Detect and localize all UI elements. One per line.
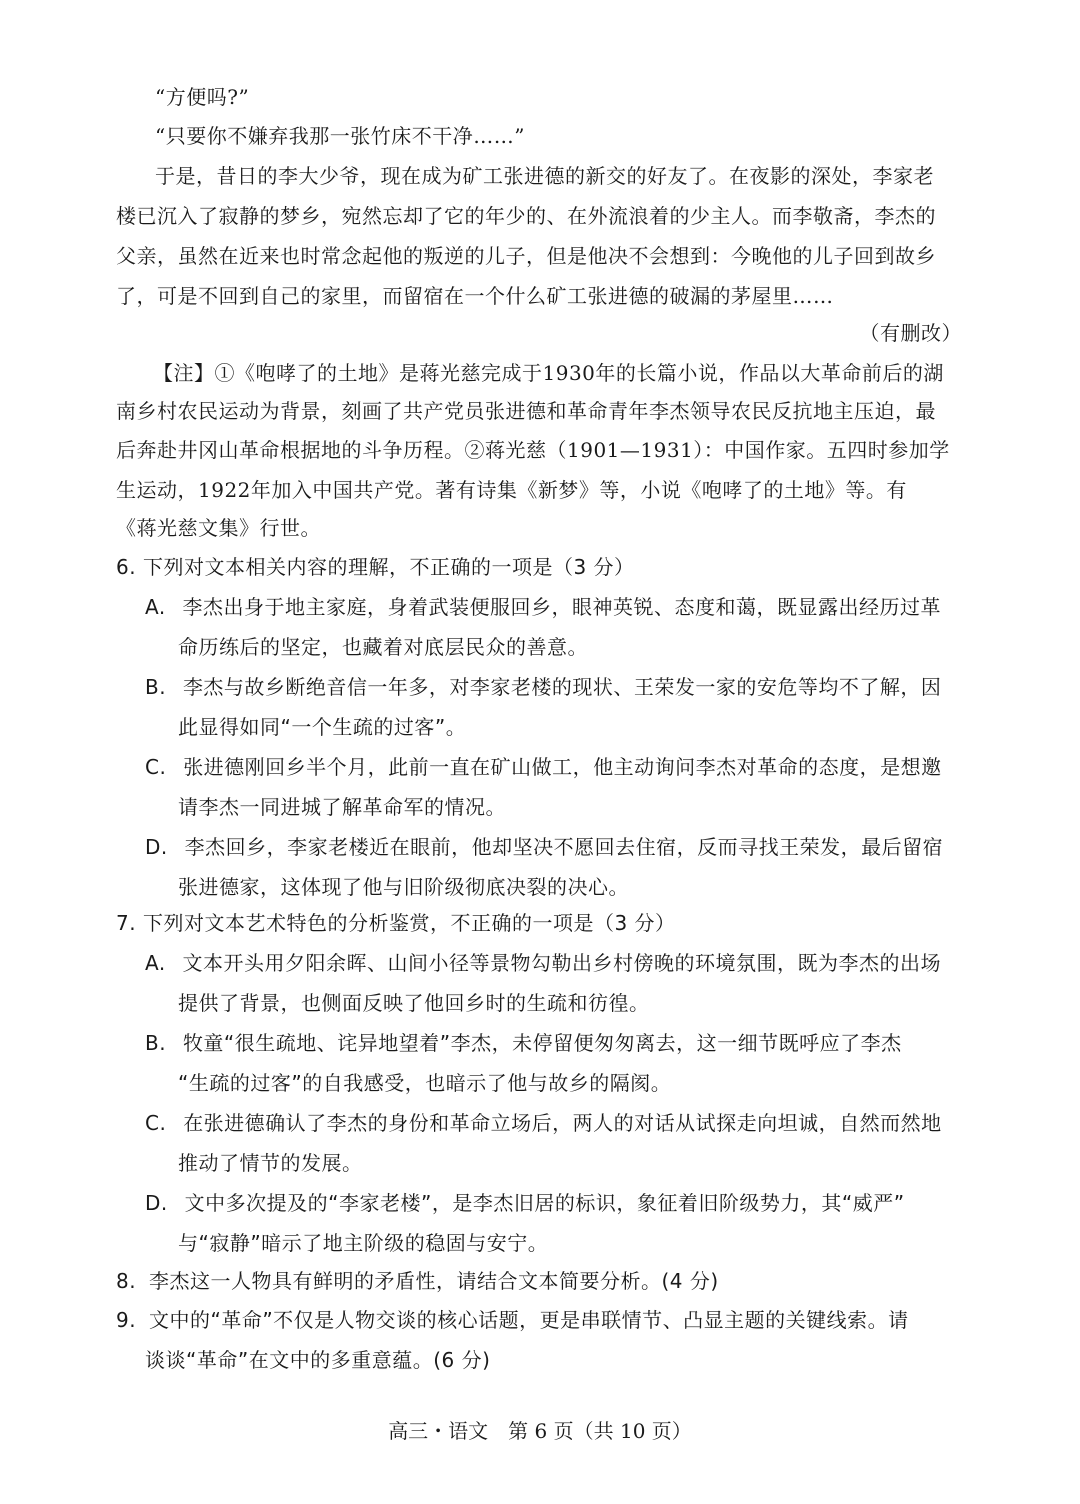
question-text: 谈谈“革命”在文中的多重意蕴。(6 分) bbox=[145, 1348, 491, 1372]
question-stem bbox=[116, 1307, 909, 1333]
option-text: 张进德家，这体现了他与旧阶级彻底决裂的决心。 bbox=[178, 875, 629, 899]
note-line: 后奔赴井冈山革命根据地的斗争历程。②蒋光慈（1901—1931）：中国作家。五四时参加学 bbox=[116, 438, 950, 462]
option-b[interactable] bbox=[145, 674, 941, 700]
option-text: 请李杰一同进城了解革命军的情况。 bbox=[178, 795, 506, 819]
question-stem bbox=[116, 554, 635, 580]
option-text: 文本开头用夕阳余晖、山间小径等景物勾勒出乡村傍晚的环境氛围，既为李杰的出场 bbox=[182, 951, 942, 975]
option-c[interactable] bbox=[145, 754, 942, 780]
passage-line: 父亲，虽然在近来也时常念起他的叛逆的儿子，但是他决不会想到：今晚他的儿子回到故乡 bbox=[116, 244, 936, 268]
option-d[interactable] bbox=[145, 834, 943, 860]
option-label: B. bbox=[145, 675, 167, 699]
option-text: 李杰回乡，李家老楼近在眼前，他却坚决不愿回去住宿，反而寻找王荣发，最后留宿 bbox=[184, 835, 944, 859]
option-text: 与“寂静”暗示了地主阶级的稳固与安宁。 bbox=[178, 1231, 549, 1255]
option-label: A. bbox=[145, 951, 166, 975]
note-line: 生运动，1922年加入中国共产党。著有诗集《新梦》等，小说《咆哮了的土地》等。有 bbox=[116, 478, 907, 502]
option-text: 推动了情节的发展。 bbox=[178, 1151, 363, 1175]
option-b[interactable] bbox=[145, 1030, 902, 1056]
option-text: 命历练后的坚定，也藏着对底层民众的善意。 bbox=[178, 635, 588, 659]
question-number: 7. bbox=[116, 911, 137, 935]
passage-line: 了，可是不回到自己的家里，而留宿在一个什么矿工张进德的破漏的茅屋里…… bbox=[116, 284, 834, 308]
question-text: 李杰这一人物具有鲜明的矛盾性，请结合文本简要分析。(4 分) bbox=[148, 1269, 719, 1293]
passage-line: “方便吗?” bbox=[155, 85, 250, 109]
option-text: “生疏的过客”的自我感受，也暗示了他与故乡的隔阂。 bbox=[178, 1071, 672, 1095]
question-text: 下列对文本艺术特色的分析鉴赏，不正确的一项是（3 分） bbox=[142, 911, 676, 935]
option-text: 在张进德确认了李杰的身份和革命立场后，两人的对话从试探走向坦诚，自然而然地 bbox=[183, 1111, 942, 1135]
option-text: 此显得如同“一个生疏的过客”。 bbox=[178, 715, 467, 739]
option-text: 提供了背景，也侧面反映了他回乡时的生疏和彷徨。 bbox=[178, 991, 650, 1015]
note-line: 南乡村农民运动为背景，刻画了共产党员张进德和革命青年李杰领导农民反抗地主压迫，最 bbox=[116, 399, 936, 423]
question-text: 下列对文本相关内容的理解，不正确的一项是（3 分） bbox=[142, 555, 635, 579]
option-label: D. bbox=[145, 1191, 168, 1215]
question-number: 8. bbox=[116, 1269, 137, 1293]
question-text: 文中的“革命”不仅是人物交谈的核心话题，更是串联情节、凸显主题的关键线索。请 bbox=[148, 1308, 909, 1332]
option-text: 牧童“很生疏地、诧异地望着”李杰，未停留便匆匆离去，这一细节既呼应了李杰 bbox=[182, 1031, 902, 1055]
passage-line: 于是，昔日的李大少爷，现在成为矿工张进德的新交的好友了。在夜影的深处，李家老 bbox=[155, 164, 934, 188]
option-a[interactable] bbox=[145, 950, 941, 976]
question-stem bbox=[116, 910, 676, 936]
option-label: C. bbox=[145, 755, 167, 779]
option-text: 张进德刚回乡半个月，此前一直在矿山做工，他主动询问李杰对革命的态度，是想邀 bbox=[183, 755, 942, 779]
option-text: 李杰出身于地主家庭，身着武装便服回乡，眼神英锐、态度和蔼，既显露出经历过革 bbox=[182, 595, 942, 619]
option-label: B. bbox=[145, 1031, 167, 1055]
option-d[interactable] bbox=[145, 1190, 905, 1216]
question-stem bbox=[116, 1268, 719, 1294]
passage-line: 楼已沉入了寂静的梦乡，宛然忘却了它的年少的、在外流浪着的少主人。而李敬斋，李杰的 bbox=[116, 204, 936, 228]
option-label: D. bbox=[145, 835, 168, 859]
option-label: A. bbox=[145, 595, 166, 619]
option-text: 文中多次提及的“李家老楼”，是李杰旧居的标识，象征着旧阶级势力，其“威严” bbox=[184, 1191, 905, 1215]
question-number: 9. bbox=[116, 1308, 137, 1332]
page-footer: 高三・语文 第 6 页（共 10 页） bbox=[388, 1419, 692, 1443]
passage-line: “只要你不嫌弃我那一张竹床不干净……” bbox=[155, 124, 525, 148]
option-c[interactable] bbox=[145, 1110, 942, 1136]
option-a[interactable] bbox=[145, 594, 941, 620]
note-line: 【注】①《咆哮了的土地》是蒋光慈完成于1930年的长篇小说，作品以大革命前后的湖 bbox=[153, 361, 944, 385]
option-text: 李杰与故乡断绝音信一年多，对李家老楼的现状、王荣发一家的安危等均不了解，因 bbox=[182, 675, 942, 699]
note-line: 《蒋光慈文集》行世。 bbox=[116, 516, 321, 540]
option-label: C. bbox=[145, 1111, 167, 1135]
edit-note: （有删改） bbox=[859, 321, 962, 345]
question-number: 6. bbox=[116, 555, 137, 579]
